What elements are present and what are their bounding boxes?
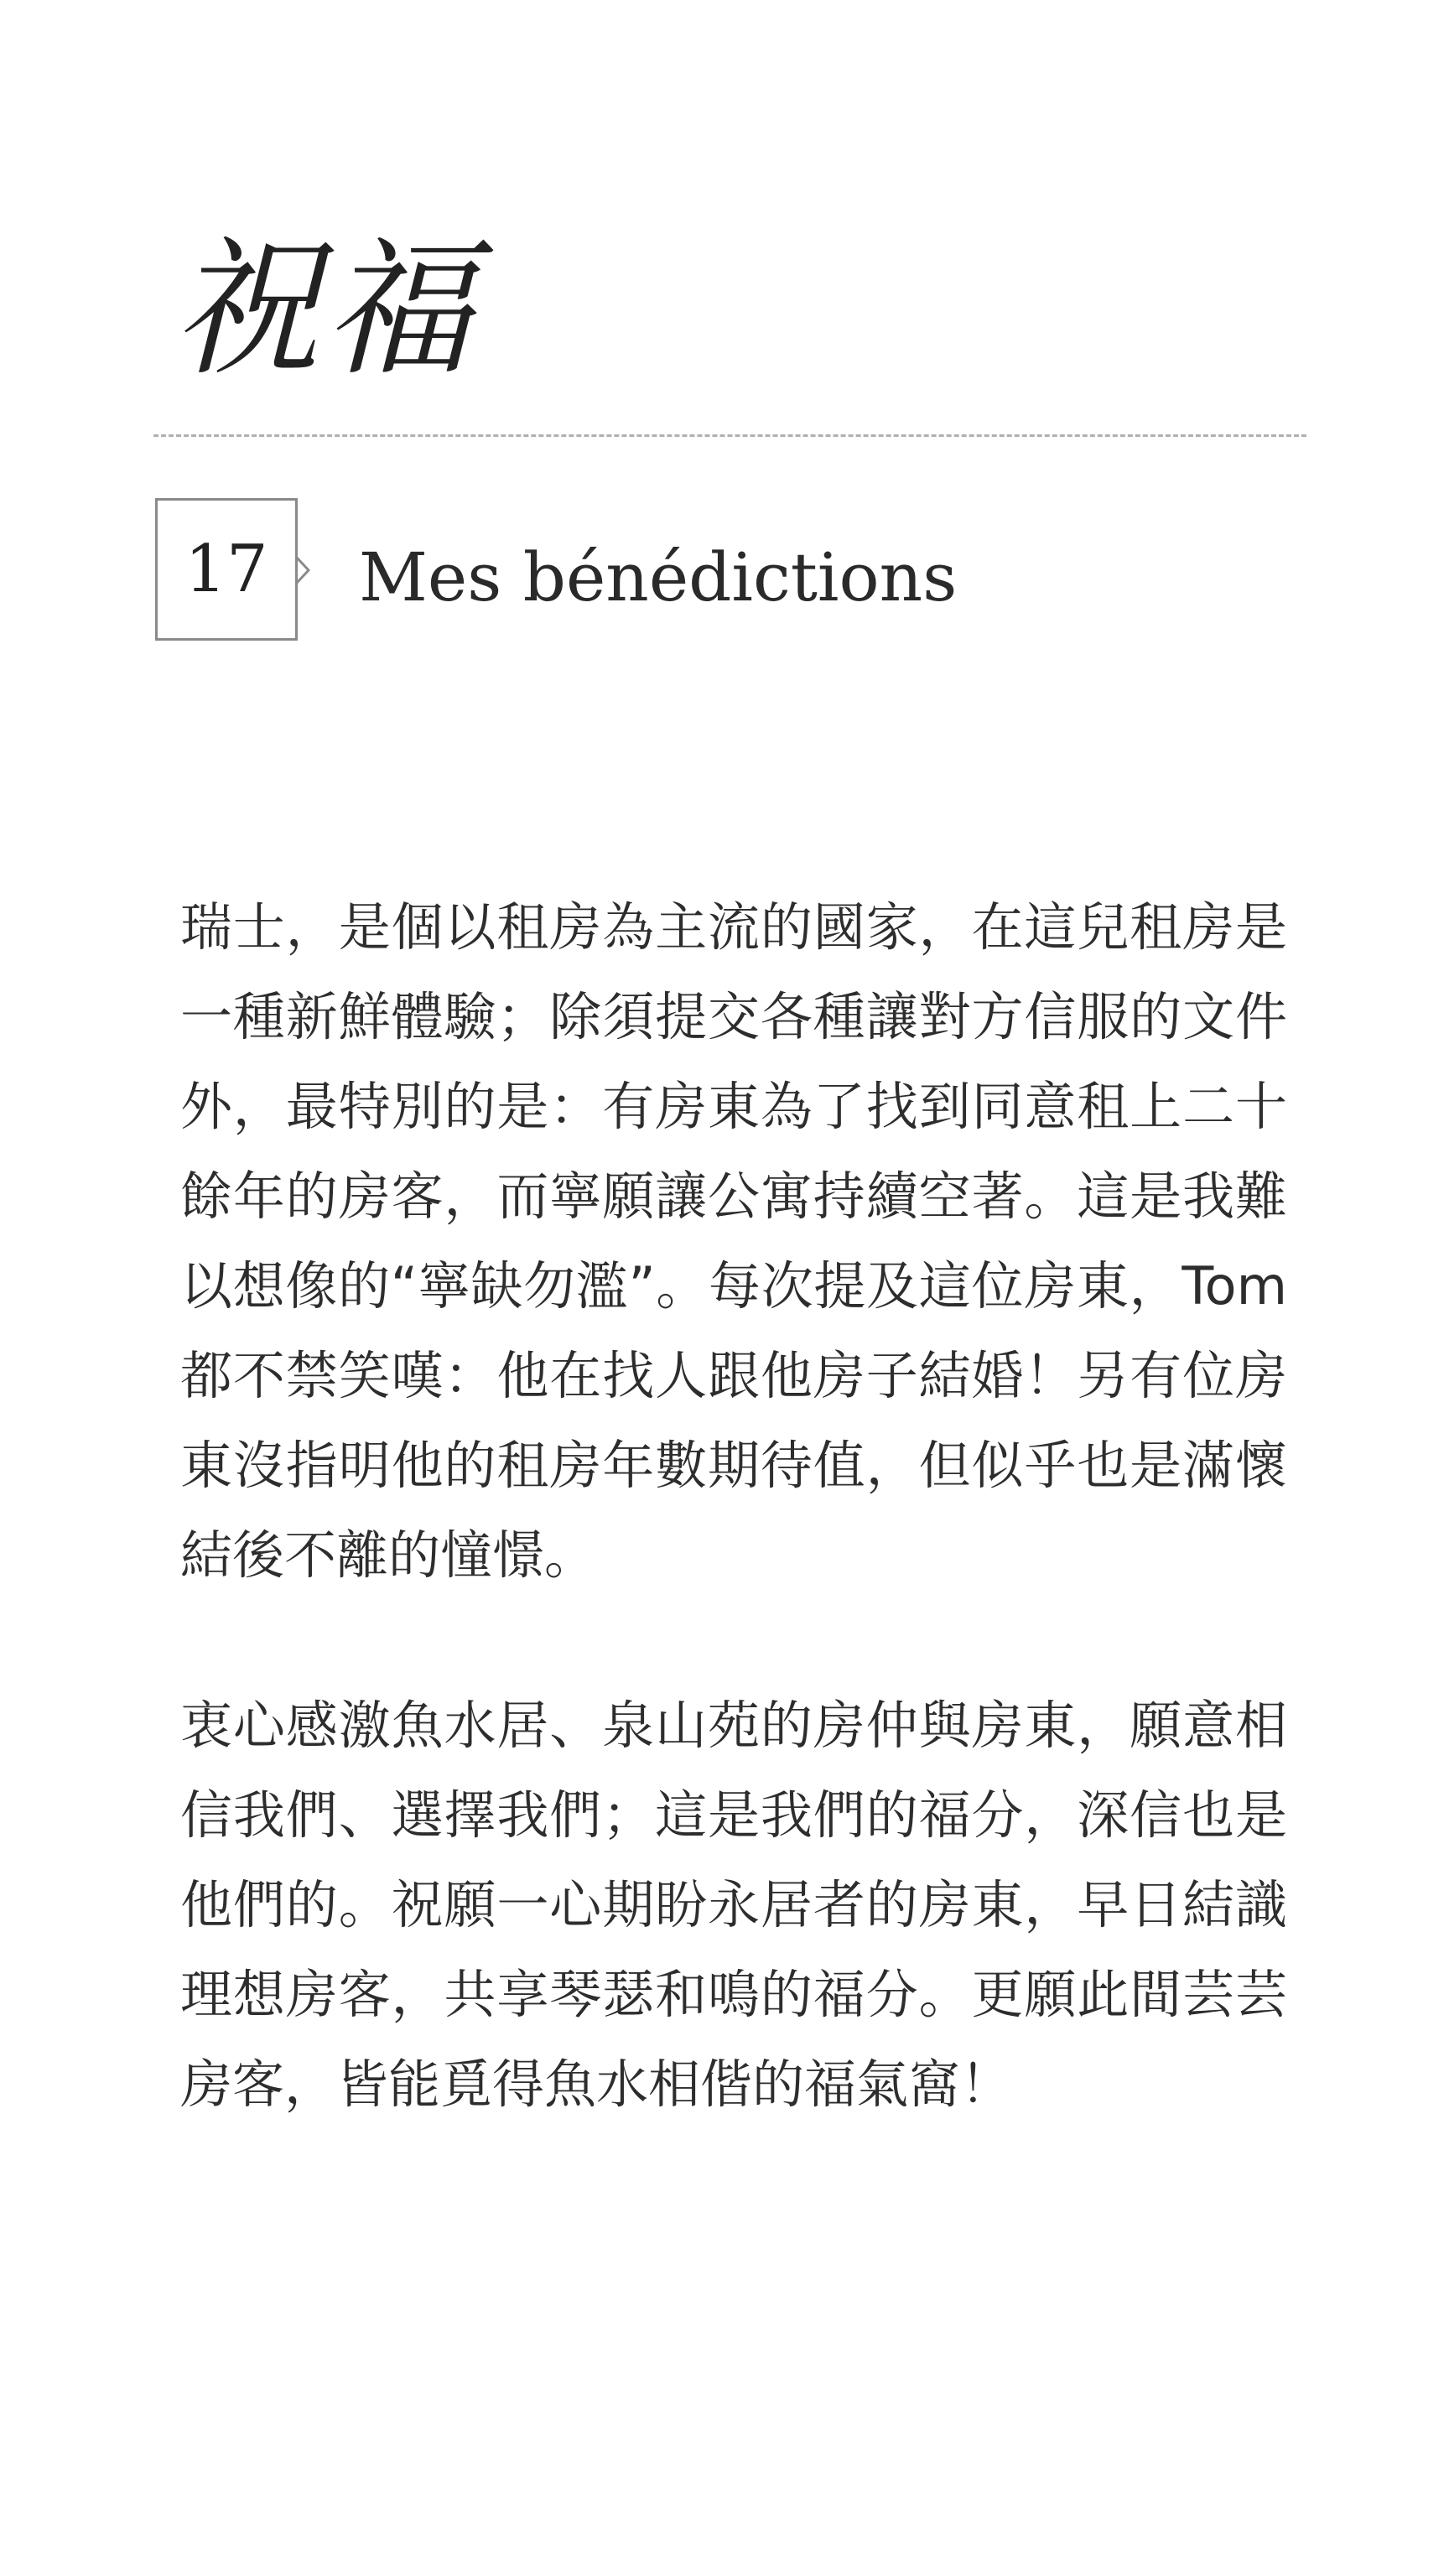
body-paragraph-1: 瑞士，是個以租房為主流的國家，在這兒租房是一種新鮮體驗；除須提交各種讓對方信服的文件外，最特別的是：有房東為了找到同意租上二十餘年的房客，而寧願讓公寓持續空著。這是我難以想像的“寧缺勿濫”。每次提及這位房東，Tom都不禁笑嘆：他在找人跟他房子結婚！另有位房東沒指明他的租房年數期待值，但似乎也是滿懷結後不離的憧憬。 — [180, 896, 1287, 1586]
chapter-number-box — [155, 498, 298, 641]
body-paragraph-2: 衷心感激魚水居、泉山苑的房仲與房東，願意相信我們、選擇我們；這是我們的福分，深信也是他們的。祝願一心期盼永居者的房東，早日結識理想房客，共享琴瑟和鳴的福分。更願此間芸芸房客，皆能覓得魚水相偕的福氣窩！ — [180, 1695, 1287, 2115]
dashed-divider — [153, 434, 1306, 437]
chapter-subtitle: Mes bénédictions — [359, 538, 958, 616]
chapter-number: 17 — [184, 532, 268, 607]
chevron-right-icon — [295, 556, 310, 584]
chapter-title: 祝福 — [172, 224, 478, 396]
